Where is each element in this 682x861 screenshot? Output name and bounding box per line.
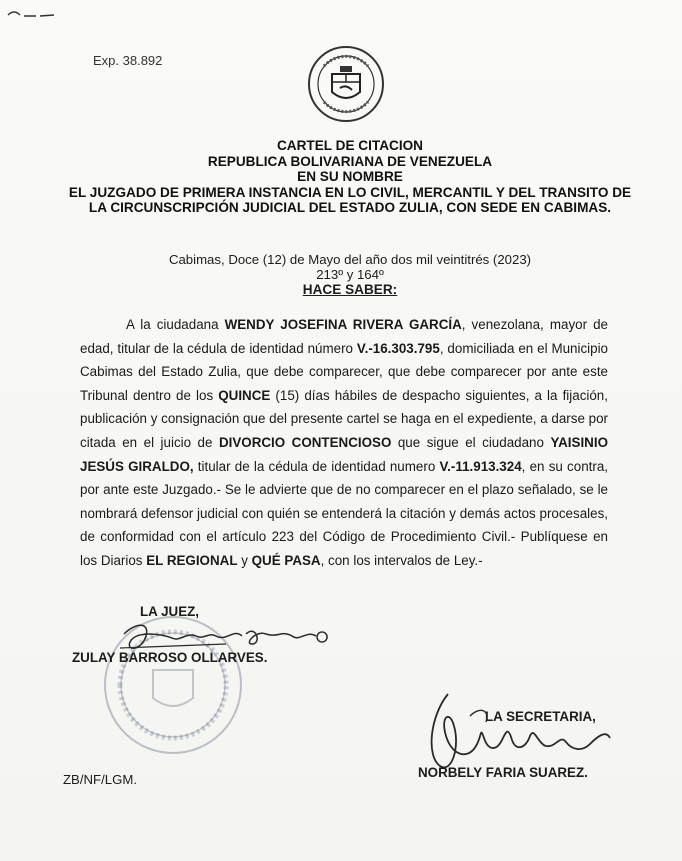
initials-reference: ZB/NF/LGM. <box>63 772 137 787</box>
date-line: Cabimas, Doce (12) de Mayo del año dos mil veintitrés (2023) <box>168 252 532 267</box>
days-count: QUINCE <box>218 387 271 403</box>
body-text-segment: que sigue el ciudadano <box>391 434 551 450</box>
secretary-title: LA SECRETARIA, <box>485 709 596 724</box>
expediente-number: Exp. 38.892 <box>93 53 163 68</box>
case-type: DIVORCIO CONTENCIOSO <box>218 434 392 450</box>
body-text-segment: , domiciliada en el Municipio Cabimas del Estado Zulia, que debe comparecer, que debe comparecer por ante este Tribunal dentro de los <box>80 340 609 403</box>
judge-title: LA JUEZ, <box>140 604 200 619</box>
hace-saber-heading: HACE SABER: <box>302 282 398 297</box>
body-text-segment: titular de la cédula de identidad numero <box>193 458 440 474</box>
plaintiff-id-number: V.-11.913.324 <box>439 458 522 474</box>
body-text-segment: (15) días hábiles de despacho siguientes, a la fijación, publicación y consignación que del presente cartel se haga en el expediente, a darse por citada en el juicio de <box>80 387 608 450</box>
newspaper-el-regional: EL REGIONAL <box>146 552 238 568</box>
judge-name: ZULAY BARROSO OLLARVES. <box>72 650 268 665</box>
court-seal-icon <box>306 44 386 124</box>
header-court-name: EL JUZGADO DE PRIMERA INSTANCIA EN LO CIVIL, MERCANTIL Y DEL TRANSITO DE LA CIRCUNSCRIPCIÓN JUDICIAL DEL ESTADO ZULIA, CON SEDE EN CABIMAS. <box>68 184 632 216</box>
corner-scribble-mark <box>6 6 56 22</box>
body-text-segment: y <box>237 552 252 568</box>
defendant-name: WENDY JOSEFINA RIVERA GARCÍA <box>224 317 462 332</box>
body-text-segment: A la ciudadana <box>126 317 225 332</box>
header-en-su-nombre: EN SU NOMBRE <box>297 169 403 185</box>
citation-body <box>80 313 608 573</box>
body-text-segment: , venezolana, mayor de edad, titular de la cédula de identidad número <box>80 317 608 356</box>
body-text-segment: , con los intervalos de Ley.- <box>320 552 483 568</box>
header-title: CARTEL DE CITACION <box>276 138 423 153</box>
date-block <box>60 252 640 297</box>
years-line: 213º y 164º <box>316 267 384 282</box>
plaintiff-name: YAISINIO JESÚS GIRALDO, <box>80 434 608 474</box>
header-republic: REPUBLICA BOLIVARIANA DE VENEZUELA <box>207 153 493 169</box>
defendant-id-number: V.-16.303.795 <box>356 340 440 356</box>
document-header <box>60 138 640 216</box>
citation-paragraph <box>80 313 608 573</box>
newspaper-que-pasa: QUÉ PASA <box>251 552 321 568</box>
secretary-name: NORBELY FARIA SUAREZ. <box>418 765 588 780</box>
body-text-segment: , en su contra, por ante este Juzgado.- Se le advierte que de no comparecer en el plazo señalado, se le nombrará defensor judicial con quién se entenderá la citación y demás actos procesales, de conformidad con el artículo 223 del Código de Procedimiento Civil.- Publíquese en los Diarios <box>80 458 608 568</box>
